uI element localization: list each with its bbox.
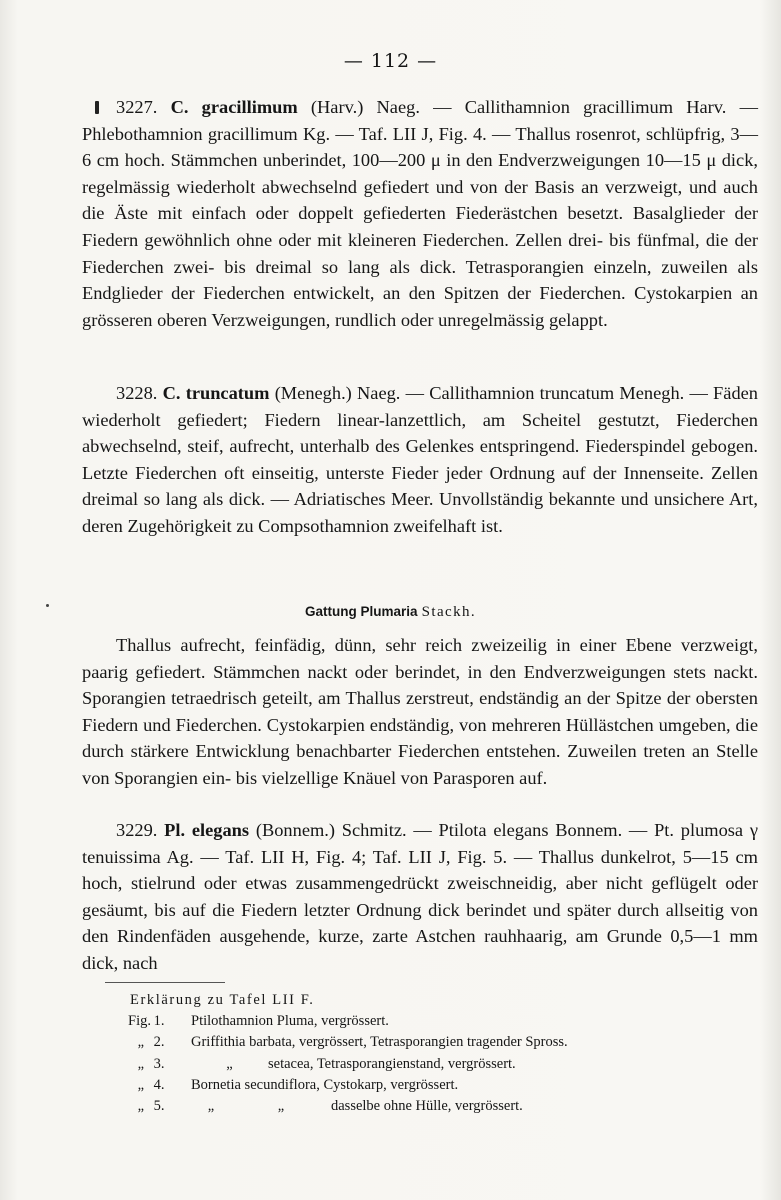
fig-text: setacea, Tetrasporangienstand, vergrössert. — [268, 1055, 516, 1072]
fig-number: 1. — [153, 1013, 165, 1030]
figure-caption — [128, 1054, 728, 1075]
species-name: Pl. elegans — [164, 820, 250, 840]
species-name: C. gracillimum — [170, 97, 298, 117]
entry-3227 — [82, 94, 758, 333]
fig-label: „ — [137, 1034, 144, 1051]
genus-description — [82, 632, 758, 792]
entry-text: (Menegh.) Naeg. — Callithamnion truncatum Menegh. — Fäden wiederholt gefiedert; Fiedern linear-lanzettlich, am Scheitel gestutzt, Fiederchen abwechselnd, steif, aufrecht, unterhalb des Gelenkes entspringend. Fiederspindel gebogen. Letzte Fiederchen oft einseitig, unterste Fieder jeder Ordnung auf der Innenseite. Zellen dreimal so lang als dick. — Adriatisches Meer. Unvollständig bekannte und unsichere Art, deren Zugehörigkeit zu Compsothamnion zweifelhaft ist. — [82, 383, 758, 536]
fig-text: dasselbe ohne Hülle, vergrössert. — [331, 1098, 523, 1115]
genus-text: Thallus aufrecht, feinfädig, dünn, sehr reich zweizeilig in einer Ebene verzweigt, paarig gefiedert. Stämmchen nackt oder berindet, in den Endverzweigungen stets nackt. Sporangien tetraedrisch geteilt, am Thallus zerstreut, endständig an der Spitze der obersten Fiedern und Fiederchen. Cystokarpien endständig, von mehreren Hüllästchen umgeben, die durch stärkere Entwicklung benachbarter Fiederchen entstehen. Zuweilen treten an Stelle von Sporangien ein- bis vielzellige Knäuel von Parasporen auf. — [82, 635, 758, 788]
fig-label: „ — [137, 1076, 144, 1093]
figure-caption — [128, 1075, 728, 1096]
ditto-mark: „ — [226, 1055, 233, 1072]
fig-number: 4. — [153, 1076, 165, 1093]
genus-heading — [0, 603, 781, 621]
species-name: C. truncatum — [162, 383, 270, 403]
genus-label: Gattung Plumaria — [304, 604, 418, 619]
fig-text: Bornetia secundiflora, Cystokarp, vergrössert. — [191, 1076, 459, 1093]
genus-author: Stackh. — [421, 604, 477, 620]
fig-number: 3. — [153, 1055, 165, 1072]
fig-label: „ — [137, 1098, 144, 1115]
ditto-mark: „ — [277, 1098, 285, 1115]
plate-notes-title: Erklärung zu Tafel LII F. — [130, 992, 315, 1008]
fig-number: 5. — [153, 1098, 165, 1115]
entry-text: (Bonnem.) Schmitz. — Ptilota elegans Bonnem. — Pt. plumosa γ tenuissima Ag. — Taf. LII H, Fig. 4; Taf. LII J, Fig. 5. — Thallus dunkelrot, 5—15 cm hoch, stielrund oder etwas zusammengedrückt zweischneidig, aber nicht geflügelt oder gesäumt, bis auf die Fiedern letzter Ordnung dick berindet und später durch allseitig von den Rindenfäden ausgehende, kurze, zarte Astchen rauhhaarig, am Grunde 0,5—1 mm dick, nach — [82, 820, 758, 973]
fig-label: Fig. — [128, 1013, 151, 1030]
footnote-rule — [105, 982, 225, 983]
figure-caption — [128, 1032, 728, 1053]
entry-number: 3227. — [116, 97, 158, 117]
ditto-mark: „ — [207, 1098, 215, 1115]
fig-number: 2. — [153, 1034, 165, 1051]
figure-caption — [128, 1096, 728, 1117]
fig-text: Griffithia barbata, vergrössert, Tetrasporangien tragender Spross. — [191, 1034, 568, 1051]
entry-number: 3228. — [116, 383, 158, 403]
entry-3228 — [82, 380, 758, 540]
entry-number: 3229. — [116, 820, 158, 840]
figure-caption — [128, 1011, 728, 1032]
entry-text: (Harv.) Naeg. — Callithamnion gracillimum Harv. — Phlebothamnion gracillimum Kg. — Taf. LII J, Fig. 4. — Thallus rosenrot, schlüpfrig, 3—6 cm hoch. Stämmchen unberindet, 100—200 μ in den Endverzweigungen 10—15 μ dick, regelmässig wiederholt abwechselnd gefiedert und von der Basis an verzweigt, und auch die Äste mit einfach oder doppelt gefiederten Fiederästchen besetzt. Basalglieder der Fiedern gewöhnlich ohne oder mit kleineren Fiederchen. Zellen drei- bis fünfmal, die der Fiederchen zwei- bis dreimal so lang als dick. Tetrasporangien einzeln, zuweilen als Endglieder der Fiederchen entwickelt, an den Spitzen der Fiederchen. Cystokarpien an grösseren oberen Verzweigungen, rundlich oder unregelmässig gelappt. — [82, 97, 758, 330]
plate-notes — [128, 990, 728, 1117]
page-number: — 112 — — [343, 50, 438, 72]
fig-text: Ptilothamnion Pluma, vergrössert. — [191, 1013, 389, 1030]
entry-3229 — [82, 817, 758, 977]
fig-label: „ — [137, 1055, 144, 1072]
